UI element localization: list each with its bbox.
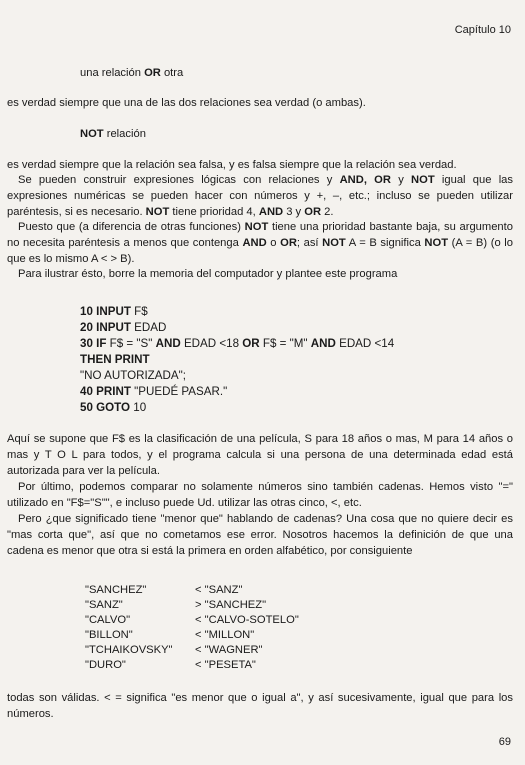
comparison-row: "CALVO" < "CALVO-SOTELO"	[85, 614, 299, 626]
code-line-then: THEN PRINT	[80, 353, 150, 366]
comparison-row: "TCHAIKOVSKY" < "WAGNER"	[85, 644, 263, 656]
comparison-row: "SANZ" > "SANCHEZ"	[85, 599, 267, 611]
or-definition: una relación OR otra	[80, 67, 184, 79]
paragraph-logical-expressions: Se pueden construir expresiones lógicas con relaciones y AND, OR y NOT igual que las expresiones numéricas se pueden hacer con números y +, –, etc.; incluso se pueden utilizar paréntesis, si es necesario. NOT tiene prioridad 4, AND 3 y OR 2.	[7, 174, 513, 218]
paragraph-compare-strings: Por último, podemos comparar no solamente números sino también cadenas. Hemos visto "=" utilizado en "F$="S"", e incluso puede Ud. utilizar las otras cinco, <, etc.	[7, 481, 513, 509]
chapter-header: Capítulo 10	[454, 24, 511, 36]
not-definition: NOT relación	[80, 128, 146, 140]
code-line-10: 10 INPUT F$	[80, 305, 148, 318]
string-comparison-list	[85, 583, 299, 673]
or-description: es verdad siempre que una de las dos relaciones sea verdad (o ambas).	[7, 97, 366, 109]
code-line-50: 50 GOTO 10	[80, 401, 147, 414]
comparison-row: "DURO" < "PESETA"	[85, 659, 256, 671]
code-line-20: 20 INPUT EDAD	[80, 321, 167, 334]
basic-program-listing	[80, 304, 394, 416]
comparison-row: "BILLON" < "MILLON"	[85, 629, 255, 641]
paragraph-illustrate: Para ilustrar ésto, borre la memoria del computador y plantee este programa	[18, 268, 398, 280]
paragraph-classification: Aquí se supone que F$ es la clasificación de una película, S para 18 años o mas, M para 14 años o mas y T O L para todos, y el programa calcula si una persona de una determinada edad está autorizada para ver la película.	[7, 433, 513, 477]
paragraph-less-than-meaning: Pero ¿que significado tiene "menor que" hablando de cadenas? Una cosa que no quiere decir es "mas corta que", así que no cometamos ese error. Nosotros hacemos la definición de que una cadena es menor que otra si está la primera en orden alfabético, por consiguiente	[7, 513, 513, 557]
code-line-40: 40 PRINT "PUEDÉ PASAR."	[80, 385, 228, 398]
not-description: es verdad siempre que la relación sea falsa, y es falsa siempre que la relación sea verdad.	[7, 159, 457, 171]
code-line-string: "NO AUTORIZADA";	[80, 369, 186, 382]
code-line-30: 30 IF F$ = "S" AND EDAD <18 OR F$ = "M" AND EDAD <14	[80, 337, 395, 350]
paragraph-all-valid: todas son válidas. < = significa "es menor que o igual a", y así sucesivamente, igual que para los números.	[7, 692, 513, 720]
paragraph-not-priority: Puesto que (a diferencia de otras funciones) NOT tiene una prioridad bastante baja, su argumento no necesita paréntesis a menos que contenga AND o OR; así NOT A = B significa NOT (A = B) (o lo que es lo mismo A < > B).	[7, 221, 513, 265]
comparison-row: "SANCHEZ" < "SANZ"	[85, 584, 243, 596]
page-number: 69	[498, 736, 511, 748]
